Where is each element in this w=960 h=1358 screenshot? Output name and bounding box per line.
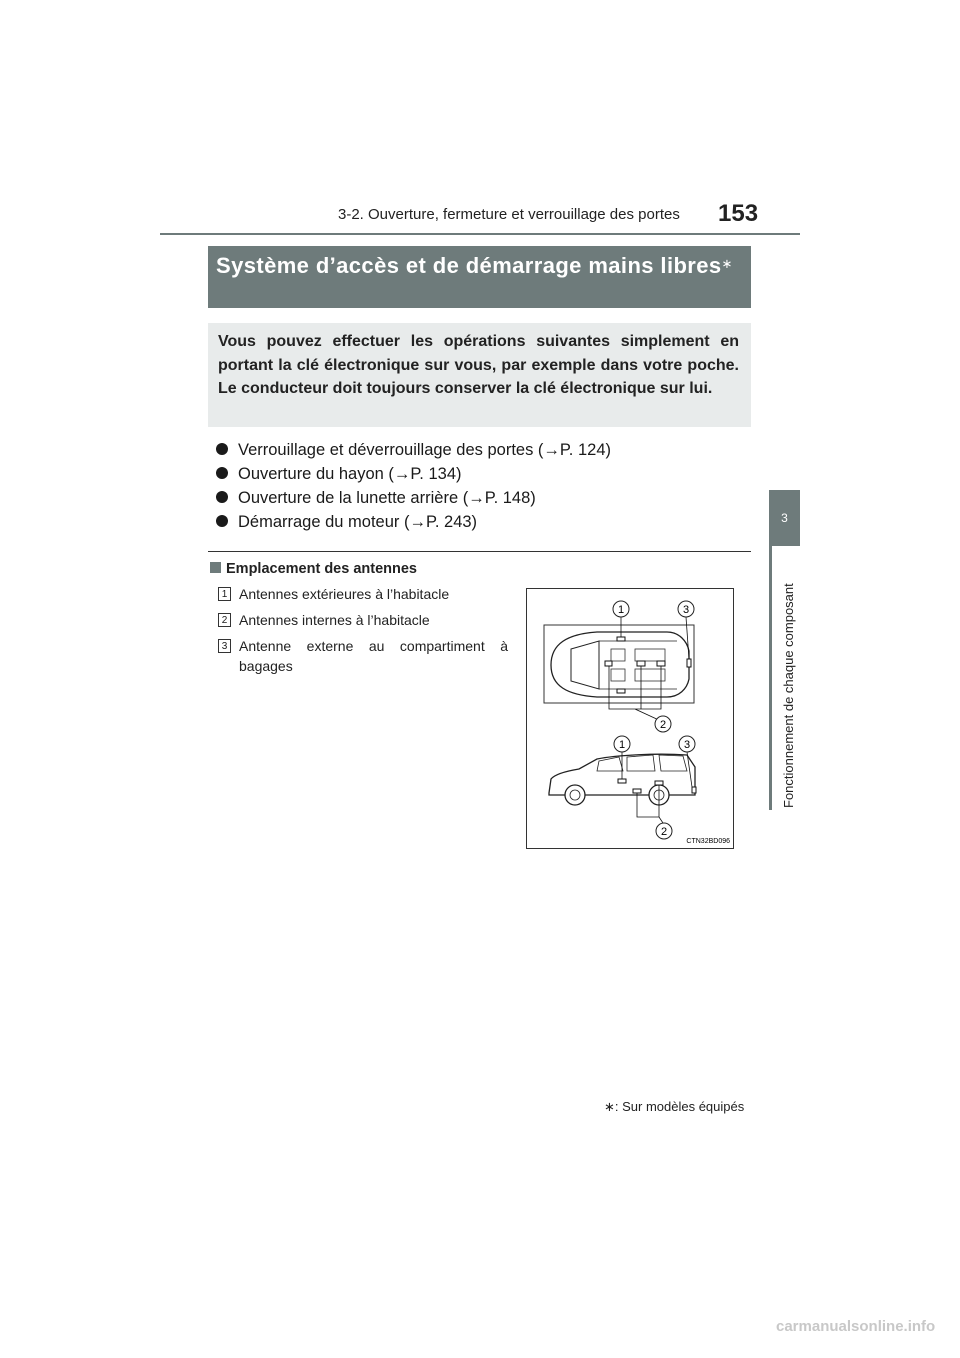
antenna-item-text: Antennes internes à l’habitacle — [239, 612, 430, 628]
number-badge: 2 — [218, 613, 231, 627]
seat — [635, 669, 665, 681]
bullet-dot — [216, 467, 228, 479]
subsection-heading-text: Emplacement des antennes — [226, 561, 417, 577]
callout-number: 3 — [682, 604, 690, 616]
antenna-marker — [618, 779, 626, 783]
antenna-marker — [617, 689, 625, 693]
wheel — [565, 785, 585, 805]
page-title — [216, 252, 746, 279]
list-item-text: Ouverture du hayon (→P. 134) — [238, 465, 462, 483]
equipped-marker: ∗ — [721, 256, 733, 271]
callout-number: 1 — [618, 739, 626, 751]
bullet-dot — [216, 515, 228, 527]
antenna-item-text: Antenne externe au compartiment à bagages — [239, 638, 508, 674]
antenna-marker — [605, 661, 612, 666]
section-header: 3-2. Ouverture, fermeture et verrouillage des portes — [338, 206, 680, 223]
list-item-text: Verrouillage et déverrouillage des portes (→P. 124) — [238, 441, 611, 459]
header-rule — [160, 233, 800, 235]
bullet-dot — [216, 443, 228, 455]
number-badge: 1 — [218, 587, 231, 601]
square-bullet-icon — [210, 562, 221, 573]
list-item — [216, 489, 536, 508]
watermark: carmanualsonline.info — [776, 1318, 936, 1335]
page-number: 153 — [718, 200, 759, 227]
antenna-marker — [687, 659, 691, 667]
antenna-marker — [637, 661, 645, 666]
antenna-marker — [633, 789, 641, 793]
antenna-item-text: Antennes extérieures à l’habitacle — [239, 586, 450, 602]
callout-number: 3 — [683, 739, 691, 751]
car-top-view — [551, 632, 689, 697]
list-item-text: Ouverture de la lunette arrière (→P. 148) — [238, 489, 536, 507]
chapter-number: 3 — [781, 511, 788, 525]
leader-line — [687, 752, 692, 787]
list-item — [216, 441, 611, 460]
windshield — [571, 641, 599, 689]
figure-code: CTN32BD096 — [686, 838, 730, 845]
callout-number: 1 — [617, 604, 625, 616]
subsection-heading — [210, 561, 417, 577]
callout-number: 2 — [660, 826, 668, 838]
antenna-marker — [655, 781, 663, 785]
seat — [611, 669, 625, 681]
seat — [611, 649, 625, 661]
list-item — [216, 513, 477, 532]
list-item-text: Démarrage du moteur (→P. 243) — [238, 513, 478, 531]
intro-text: Vous pouvez effectuer les opérations suivantes simplement en portant la clé électronique sur vous, par exemple dans votre poche. Le conducteur doit toujours conserver la clé électronique sur lui. — [218, 333, 739, 397]
footnote: ∗: Sur modèles équipés — [604, 1099, 745, 1114]
antenna-marker — [617, 637, 625, 641]
seat — [635, 649, 665, 661]
page-title-text: Système d’accès et de démarrage mains libres — [216, 253, 722, 278]
chapter-title — [781, 556, 801, 816]
bullet-dot — [216, 491, 228, 503]
antenna-diagram-svg — [527, 589, 733, 848]
number-badge: 3 — [218, 639, 231, 653]
list-item — [216, 465, 462, 484]
chapter-tab-bar — [769, 546, 772, 810]
leader-line — [686, 617, 689, 659]
antenna-marker — [692, 787, 696, 793]
section-rule — [208, 551, 751, 552]
callout-number: 2 — [659, 719, 667, 731]
antenna-diagram — [526, 588, 734, 849]
chapter-title-text: Fonctionnement de chaque composant — [781, 583, 796, 808]
antenna-marker — [657, 661, 665, 666]
